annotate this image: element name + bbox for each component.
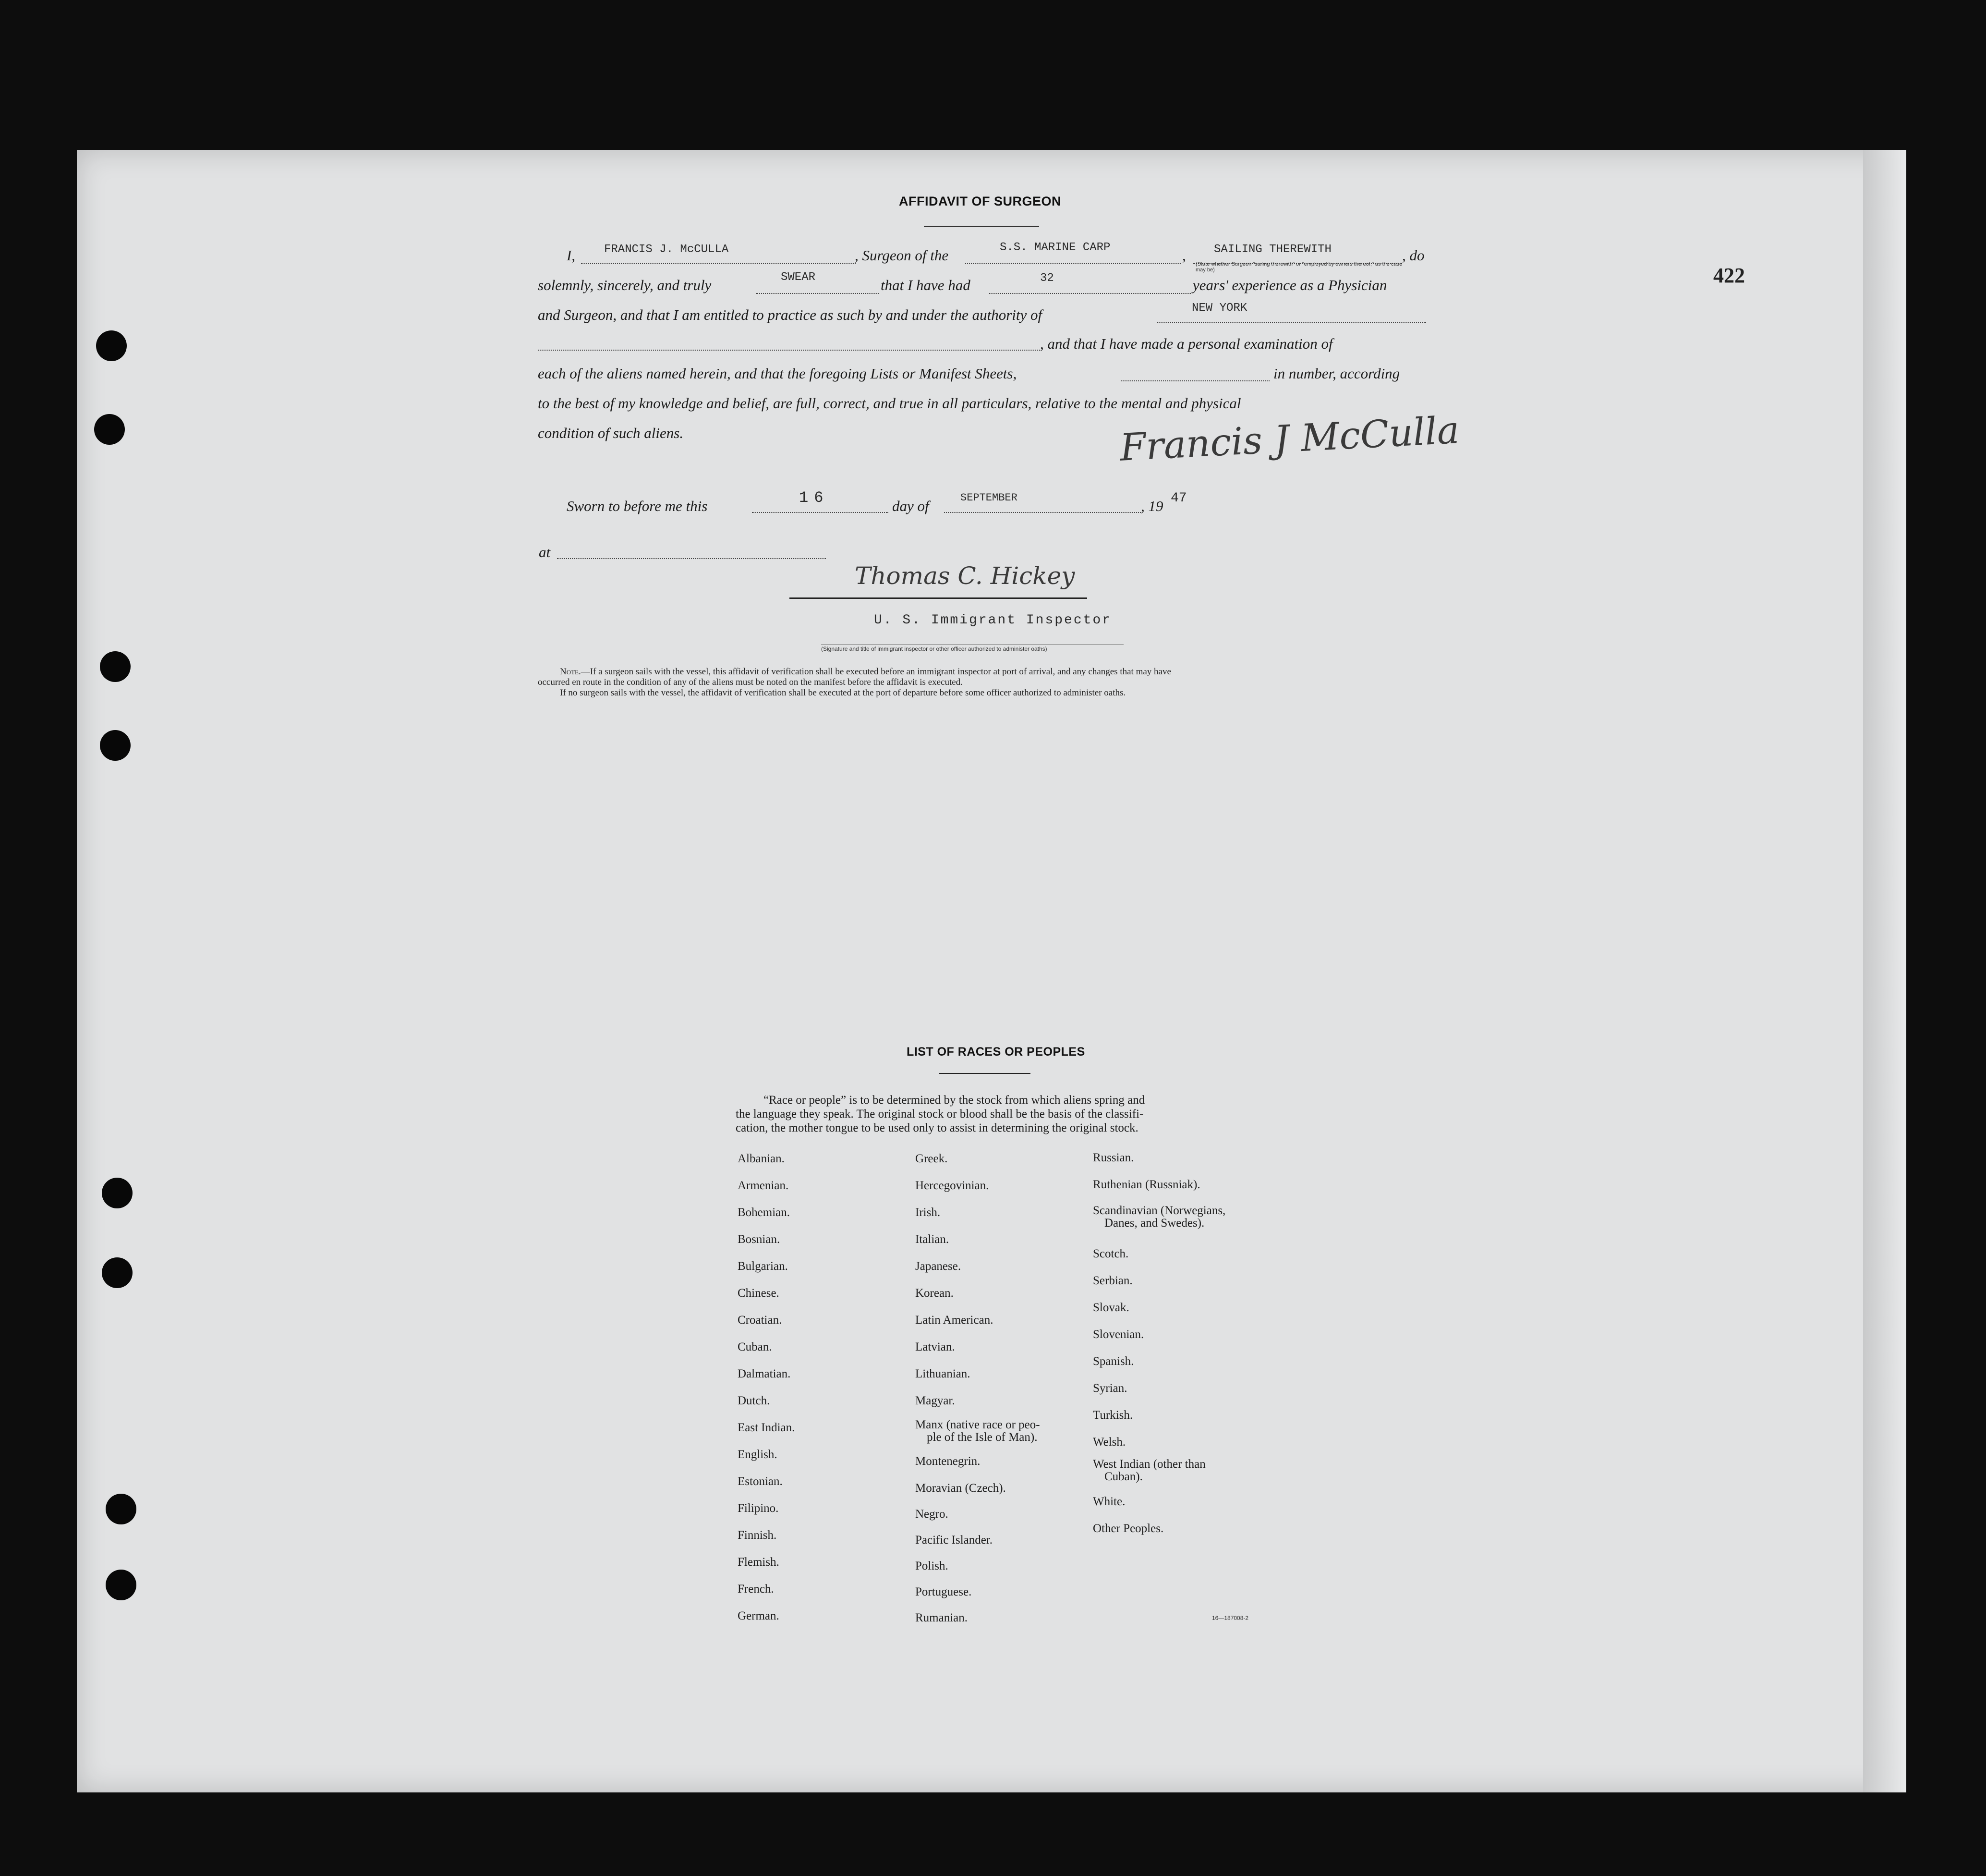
line2-prefix: solemnly, sincerely, and truly: [538, 277, 712, 293]
race-item: Montenegrin.: [915, 1455, 981, 1468]
line1-suffix: , do: [1402, 247, 1425, 264]
punch-hole: [102, 1257, 133, 1288]
authority-blank-2: [538, 349, 1040, 351]
race-item: Flemish.: [738, 1556, 779, 1569]
races-title: LIST OF RACES OR PEOPLES: [907, 1045, 1085, 1059]
race-item: Bosnian.: [738, 1233, 780, 1246]
at-blank: [557, 557, 826, 559]
race-item: White.: [1093, 1495, 1126, 1508]
note-text-1: —If a surgeon sails with the vessel, this affidavit of verification shall be executed before an immigrant inspector at port of arrival, and any changes that may have: [581, 667, 1171, 677]
form-code: 16—187008-2: [1212, 1615, 1249, 1621]
race-item: Polish.: [915, 1559, 948, 1572]
punch-hole: [100, 651, 131, 682]
years-blank: [989, 292, 1191, 294]
race-item: Magyar.: [915, 1394, 955, 1407]
affidavit-title: AFFIDAVIT OF SURGEON: [899, 194, 1061, 208]
punch-hole: [94, 414, 125, 445]
race-item: Scandinavian (Norwegians, Danes, and Swedes).: [1093, 1204, 1226, 1230]
race-item: Armenian.: [738, 1179, 789, 1192]
vessel-blank: [965, 262, 1181, 264]
sworn-month: SEPTEMBER: [960, 492, 1017, 504]
race-item: Korean.: [915, 1287, 954, 1300]
race-item: Hercegovinian.: [915, 1179, 989, 1192]
page-number: 422: [1713, 264, 1745, 287]
title-rule: [924, 226, 1039, 227]
inspector-signature: Thomas C. Hickey: [855, 562, 1075, 590]
race-item: Negro.: [915, 1508, 948, 1521]
races-intro-1: “Race or people” is to be determined by the stock from which aliens spring and: [763, 1094, 1145, 1107]
race-item: Manx (native race or peo- ple of the Isle of Man).: [915, 1418, 1040, 1444]
at-label: at: [539, 544, 551, 560]
race-item: Chinese.: [738, 1287, 779, 1300]
surgeon-name: FRANCIS J. McCULLA: [604, 243, 729, 256]
inspector-signature-rule: [789, 597, 1087, 599]
races-intro-2: the language they speak. The original stock or blood shall be the basis of the classifi-: [736, 1108, 1144, 1121]
race-item: Welsh.: [1093, 1436, 1126, 1449]
page-edge: [1863, 150, 1906, 1792]
race-item: West Indian (other than Cuban).: [1093, 1458, 1206, 1483]
punch-hole: [102, 1178, 133, 1208]
punch-hole: [106, 1570, 136, 1600]
line2-suffix: years' experience as a Physician: [1193, 277, 1387, 293]
race-item: German.: [738, 1609, 779, 1622]
race-item: Bohemian.: [738, 1206, 790, 1219]
race-item: Ruthenian (Russniak).: [1093, 1178, 1200, 1191]
sheets-count-blank: [1121, 379, 1270, 381]
line1-prefix: I,: [567, 247, 576, 264]
race-item: Estonian.: [738, 1475, 783, 1488]
line3-prefix: and Surgeon, and that I am entitled to practice as such by and under the authority of: [538, 306, 1042, 323]
race-item: French.: [738, 1583, 774, 1596]
years-experience: 32: [1040, 272, 1054, 285]
note-line-2: occurred en route in the condition of any of the aliens must be noted on the manifest before the affidavit is executed.: [538, 677, 963, 687]
race-item: Albanian.: [738, 1152, 785, 1165]
races-title-rule: [939, 1073, 1030, 1074]
race-item: Other Peoples.: [1093, 1522, 1164, 1535]
oath-blank: [756, 292, 879, 294]
race-item: Greek.: [915, 1152, 948, 1165]
oath-word: SWEAR: [781, 271, 816, 284]
race-item: Croatian.: [738, 1314, 782, 1327]
line7-text: condition of such aliens.: [538, 425, 684, 441]
race-item: Finnish.: [738, 1529, 777, 1542]
sworn-prefix: Sworn to before me this: [567, 498, 708, 514]
race-item: Irish.: [915, 1206, 941, 1219]
line6-text: to the best of my knowledge and belief, are full, correct, and true in all particulars, relative to the mental and physical: [538, 395, 1241, 412]
sworn-year-prefix: , 19: [1141, 498, 1163, 514]
surgeon-signature: Francis J McCulla: [1119, 408, 1461, 470]
race-item: Portuguese.: [915, 1585, 972, 1598]
race-item: Pacific Islander.: [915, 1534, 993, 1547]
note-line-3: If no surgeon sails with the vessel, the affidavit of verification shall be executed at the port of departure before some officer authorized to administer oaths.: [560, 688, 1126, 698]
sailing-status: SAILING THEREWITH: [1214, 243, 1332, 256]
inspector-caption: (Signature and title of immigrant inspector or other officer authorized to administer oaths): [821, 646, 1047, 652]
race-item: Rumanian.: [915, 1611, 968, 1624]
race-item: East Indian.: [738, 1421, 795, 1434]
authority-state: NEW YORK: [1192, 302, 1247, 315]
surgeon-name-blank: [581, 262, 856, 264]
line2-middle: that I have had: [881, 277, 970, 293]
sworn-day-of: day of: [892, 498, 929, 514]
race-item: Scotch.: [1093, 1247, 1129, 1260]
race-item: Slovenian.: [1093, 1328, 1144, 1341]
race-item: Lithuanian.: [915, 1367, 970, 1380]
vessel-name: S.S. MARINE CARP: [1000, 241, 1111, 254]
line1-surgeon-of: , Surgeon of the: [855, 247, 949, 264]
race-item: Bulgarian.: [738, 1260, 788, 1273]
authority-blank: [1157, 321, 1426, 323]
line5-prefix: each of the aliens named herein, and that the foregoing Lists or Manifest Sheets,: [538, 365, 1017, 382]
sworn-day-blank: [752, 511, 888, 513]
race-item: Dalmatian.: [738, 1367, 791, 1380]
sworn-year: 47: [1171, 491, 1187, 506]
comma: ,: [1182, 247, 1186, 264]
note-label: Note.: [560, 667, 581, 677]
races-intro-3: cation, the mother tongue to be used only to assist in determining the original stock.: [736, 1121, 1138, 1134]
race-item: Moravian (Czech).: [915, 1482, 1006, 1495]
race-item: Latin American.: [915, 1314, 993, 1327]
race-item: Serbian.: [1093, 1274, 1133, 1287]
sworn-month-blank: [944, 511, 1141, 513]
race-item: Russian.: [1093, 1151, 1134, 1164]
note-line-1: [560, 667, 1171, 677]
punch-hole: [96, 330, 127, 361]
race-item: Turkish.: [1093, 1409, 1133, 1422]
race-item: Dutch.: [738, 1394, 770, 1407]
race-item: Slovak.: [1093, 1301, 1129, 1314]
inspector-title: U. S. Immigrant Inspector: [874, 613, 1112, 628]
race-item: Latvian.: [915, 1340, 955, 1353]
sworn-day: 16: [799, 489, 829, 507]
race-item: Filipino.: [738, 1502, 779, 1515]
race-item: Spanish.: [1093, 1355, 1134, 1368]
race-item: English.: [738, 1448, 777, 1461]
race-item: Italian.: [915, 1233, 949, 1246]
line4-text: , and that I have made a personal examination of: [1040, 335, 1333, 352]
punch-hole: [100, 730, 131, 761]
punch-hole: [106, 1494, 136, 1524]
race-item: Syrian.: [1093, 1382, 1127, 1395]
race-item: Cuban.: [738, 1340, 772, 1353]
line5-suffix: in number, according: [1273, 365, 1400, 382]
race-item: Japanese.: [915, 1260, 961, 1273]
sailing-instruction: (State whether Surgeon "sailing therewith" or "employed by owners thereof," as the case may be): [1196, 261, 1403, 273]
